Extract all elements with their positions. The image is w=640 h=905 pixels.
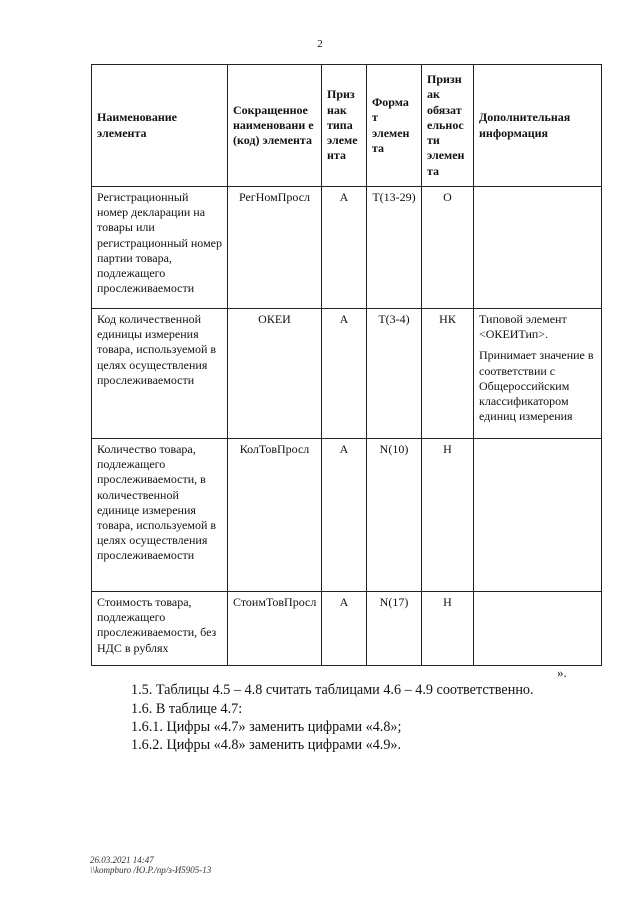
cell-extra-info	[474, 309, 602, 439]
elements-table	[91, 64, 602, 666]
table-header-row	[92, 65, 602, 187]
table-row	[92, 187, 602, 309]
cell-required: О	[422, 187, 474, 309]
amendment-1-6: 1.6. В таблице 4.7:	[131, 701, 243, 717]
cell-required: Н	[422, 592, 474, 666]
header-format: Форма т элемен та	[367, 65, 422, 187]
extra-line-1: Типовой элемент <ОКЕИТип>.	[479, 312, 567, 342]
header-extra-info: Дополнительная информация	[474, 65, 602, 187]
cell-format: T(13-29)	[367, 187, 422, 309]
cell-name: Код количественной единицы измерения товара, используемой в целях осуществления прослеживаемости	[92, 309, 228, 439]
cell-required: НК	[422, 309, 474, 439]
header-short-name: Сокращенное наименовани е (код) элемента	[228, 65, 322, 187]
table-row	[92, 592, 602, 666]
amendment-1-6-1: 1.6.1. Цифры «4.7» заменить цифрами «4.8»;	[131, 719, 402, 735]
cell-required: Н	[422, 439, 474, 592]
page-number: 2	[317, 38, 323, 50]
table-row	[92, 439, 602, 592]
cell-extra-info	[474, 592, 602, 666]
amendment-1-5: 1.5. Таблицы 4.5 – 4.8 считать таблицами 4.6 – 4.9 соответственно.	[131, 682, 534, 698]
cell-format: N(10)	[367, 439, 422, 592]
header-type: Приз нак типа элеме нта	[322, 65, 367, 187]
footer-doc-ref: \\kompburo /Ю.Р./пр/з-И5905-13	[90, 865, 212, 875]
cell-format: T(3-4)	[367, 309, 422, 439]
cell-name: Количество товара, подлежащего прослеживаемости, в количественной единице измерения товара, используемой в целях осуществления прослеживаемости	[92, 439, 228, 592]
header-name: Наименование элемента	[92, 65, 228, 187]
cell-type: А	[322, 309, 367, 439]
closing-quote-mark: ».	[557, 665, 567, 680]
cell-extra-info	[474, 187, 602, 309]
table-row	[92, 309, 602, 439]
cell-short-name: КолТовПросл	[228, 439, 322, 592]
cell-name: Регистрационный номер декларации на товары или регистрационный номер партии товара, подлежащего прослеживаемости	[92, 187, 228, 309]
footer-date: 26.03.2021 14:47	[90, 855, 154, 865]
cell-type: А	[322, 592, 367, 666]
cell-type: А	[322, 187, 367, 309]
cell-format: N(17)	[367, 592, 422, 666]
cell-short-name: ОКЕИ	[228, 309, 322, 439]
cell-short-name: РегНомПросл	[228, 187, 322, 309]
extra-line-2: Принимает значение в соответствии с Общероссийским классификатором единиц измерения	[479, 348, 594, 424]
header-required: Призн ак обязат ельнос ти элемен та	[422, 65, 474, 187]
amendment-1-6-2: 1.6.2. Цифры «4.8» заменить цифрами «4.9».	[131, 737, 402, 753]
cell-type: А	[322, 439, 367, 592]
cell-short-name: СтоимТовПросл	[228, 592, 322, 666]
cell-name: Стоимость товара, подлежащего прослеживаемости, без НДС в рублях	[92, 592, 228, 666]
cell-extra-info	[474, 439, 602, 592]
